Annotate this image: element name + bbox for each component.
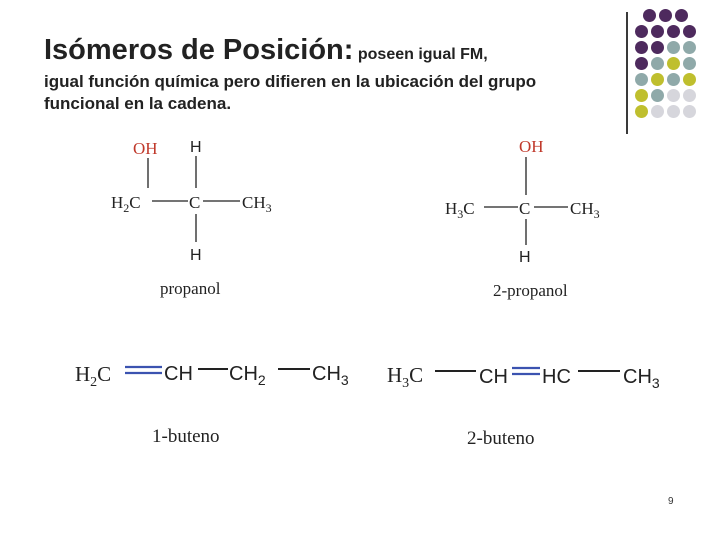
title-main: Isómeros de Posición: — [44, 34, 354, 66]
buteno1-ch-label: CH — [164, 363, 193, 385]
title-description-line2: funcional en la cadena. — [44, 94, 232, 113]
buteno1-ch2-label: $CH_2$ — [229, 363, 266, 388]
buteno1-name: 1-buteno — [152, 426, 220, 447]
buteno2-name: 2-buteno — [467, 428, 535, 449]
molecule-1-buteno — [75, 362, 349, 447]
propanol2-oh-label: OH — [519, 137, 544, 156]
propanol-h-top-label: H — [190, 139, 202, 156]
propanol-ch3-label: $CH_3$ — [242, 193, 272, 215]
molecule-2-propanol — [445, 137, 600, 300]
propanol2-h-bottom-label: H — [519, 249, 531, 266]
propanol-h2c-label: $H_2C$ — [111, 193, 141, 215]
buteno2-ch3-label: $CH_3$ — [623, 366, 660, 391]
propanol2-name: 2-propanol — [493, 281, 568, 300]
title-rest: poseen igual FM, — [357, 46, 488, 63]
buteno1-ch3-label: $CH_3$ — [312, 363, 349, 388]
title-description-line1: igual función química pero difieren en la ubicación del grupo — [44, 72, 537, 91]
propanol-c-label: C — [189, 193, 201, 212]
molecule-propanol — [111, 139, 272, 298]
buteno2-h3c-label: $H_3C$ — [387, 363, 424, 391]
buteno1-h2c-label: $H_2C$ — [75, 362, 112, 390]
page-number: 9 — [668, 496, 674, 507]
propanol-h-bottom-label: H — [190, 247, 202, 264]
propanol-name: propanol — [160, 279, 221, 298]
propanol2-c-label: C — [519, 199, 531, 218]
propanol2-h3c-label: $H_3C$ — [445, 199, 475, 221]
buteno2-hc-label: HC — [542, 366, 571, 388]
buteno2-ch-label: CH — [479, 366, 508, 388]
propanol2-ch3-label: $CH_3$ — [570, 199, 600, 221]
molecule-2-buteno — [387, 363, 660, 449]
propanol-oh-label: OH — [133, 139, 158, 158]
